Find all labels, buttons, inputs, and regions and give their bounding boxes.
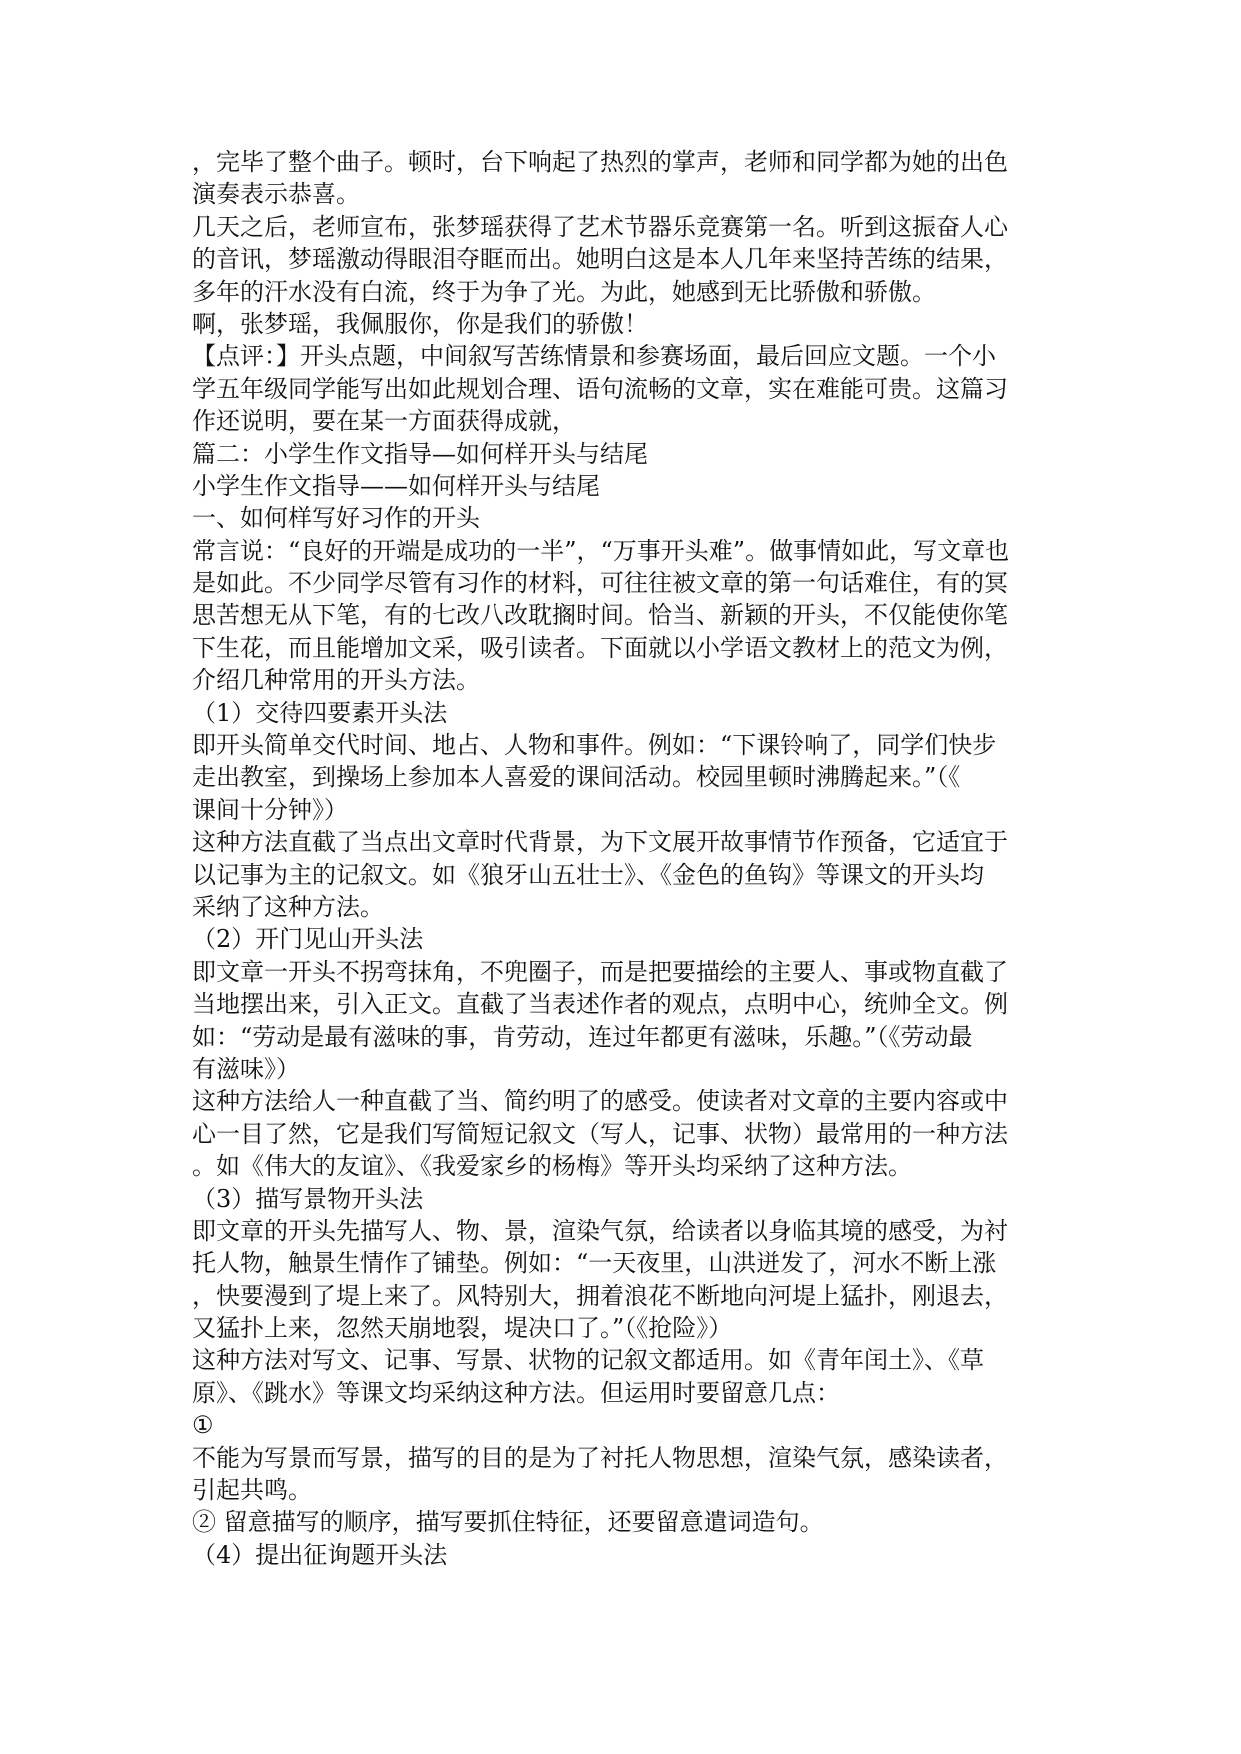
text-line: 思苦想无从下笔，有的七改八改耽搁时间。恰当、新颖的开头，不仅能使你笔 bbox=[192, 601, 1008, 630]
text-line: 课间十分钟》） bbox=[192, 795, 348, 824]
text-line: 常言说：“良好的开端是成功的一半”，“万事开头难”。做事情如此，写文章也 bbox=[192, 536, 1010, 565]
section-heading: 篇二：小学生作文指导—如何样开头与结尾 bbox=[192, 439, 648, 468]
text-line: 托人物，触景生情作了铺垫。例如：“一天夜里，山洪迸发了，河水不断上涨 bbox=[192, 1249, 997, 1278]
text-line: ，快要漫到了堤上来了。风特别大，拥着浪花不断地向河堤上猛扑，刚退去， bbox=[192, 1281, 1008, 1310]
text-line: 不能为写景而写景，描写的目的是为了衬托人物思想，渲染气氛，感染读者， bbox=[192, 1443, 1008, 1472]
subsection-heading: 一、如何样写好习作的开头 bbox=[192, 504, 480, 533]
document-body bbox=[192, 146, 1052, 1571]
text-line: 原》、《跳水》等课文均采纳这种方法。但运用时要留意几点： bbox=[192, 1378, 840, 1407]
text-line: 采纳了这种方法。 bbox=[192, 892, 384, 921]
text-line: 这种方法给人一种直截了当、简约明了的感受。使读者对文章的主要内容或中 bbox=[192, 1087, 1008, 1116]
text-line: 介绍几种常用的开头方法。 bbox=[192, 666, 480, 695]
list-marker: ① bbox=[192, 1411, 214, 1440]
text-line: ，完毕了整个曲子。顿时，台下响起了热烈的掌声，老师和同学都为她的出色 bbox=[192, 148, 1008, 176]
method-heading: （4）提出征询题开头法 bbox=[192, 1540, 448, 1569]
text-line: 即开头简单交代时间、地占、人物和事件。例如：“下课铃响了，同学们快步 bbox=[192, 731, 997, 760]
article-title: 小学生作文指导——如何样开头与结尾 bbox=[192, 471, 600, 500]
text-line: 演奏表示恭喜。 bbox=[192, 180, 360, 209]
text-line: 心一目了然，它是我们写简短记叙文（写人，记事、状物）最常用的一种方法 bbox=[192, 1119, 1008, 1148]
text-line: 多年的汗水没有白流，终于为争了光。为此，她感到无比骄傲和骄傲。 bbox=[192, 277, 936, 306]
text-line: 作还说明，要在某一方面获得成就， bbox=[192, 407, 576, 436]
text-line: 走出教室，到操场上参加本人喜爱的课间活动。校园里顿时沸腾起来。”（《 bbox=[192, 763, 961, 792]
text-line: 即文章一开头不拐弯抹角，不兜圈子，而是把要描绘的主要人、事或物直截了 bbox=[192, 957, 1008, 986]
text-line: 有滋味》） bbox=[192, 1054, 300, 1083]
method-heading: （1）交待四要素开头法 bbox=[192, 698, 448, 727]
text-line: 如：“劳动是最有滋味的事，肯劳动，连过年都更有滋味，乐趣。”（《劳动最 bbox=[192, 1022, 973, 1051]
text-line: 学五年级同学能写出如此规划合理、语句流畅的文章，实在难能可贵。这篇习 bbox=[192, 374, 1008, 403]
method-heading: （2）开门见山开头法 bbox=[192, 925, 424, 954]
text-line: 当地摆出来，引入正文。直截了当表述作者的观点，点明中心，统帅全文。例 bbox=[192, 990, 1008, 1019]
text-line: 这种方法直截了当点出文章时代背景，为下文展开故事情节作预备，它适宜于 bbox=[192, 828, 1008, 857]
comment-line: 【点评：】开头点题，中间叙写苦练情景和参赛场面，最后回应文题。一个小 bbox=[192, 342, 996, 371]
text-line: 。如《伟大的友谊》、《我爱家乡的杨梅》等开头均采纳了这种方法。 bbox=[192, 1152, 912, 1181]
text-line: 几天之后，老师宣布，张梦瑶获得了艺术节器乐竞赛第一名。听到这振奋人心 bbox=[192, 212, 1008, 241]
text-line: 又猛扑上来，忽然天崩地裂，堤决口了。”（《抢险》） bbox=[192, 1314, 733, 1343]
text-line: 即文章的开头先描写人、物、景，渲染气氛，给读者以身临其境的感受，为衬 bbox=[192, 1216, 1008, 1245]
text-line: 这种方法对写文、记事、写景、状物的记叙文都适用。如《青年闰土》、《草 bbox=[192, 1346, 984, 1375]
text-line: 下生花，而且能增加文采，吸引读者。下面就以小学语文教材上的范文为例， bbox=[192, 633, 1008, 662]
method-heading: （3）描写景物开头法 bbox=[192, 1184, 424, 1213]
text-line: 以记事为主的记叙文。如《狼牙山五壮士》、《金色的鱼钩》等课文的开头均 bbox=[192, 860, 984, 889]
text-line: 啊，张梦瑶，我佩服你，你是我们的骄傲！ bbox=[192, 309, 648, 338]
text-line: 的音讯，梦瑶激动得眼泪夺眶而出。她明白这是本人几年来坚持苦练的结果， bbox=[192, 245, 1008, 274]
text-line: 是如此。不少同学尽管有习作的材料，可往往被文章的第一句话难住，有的冥 bbox=[192, 569, 1008, 598]
text-line: 引起共鸣。 bbox=[192, 1476, 312, 1505]
list-item: ② 留意描写的顺序，描写要抓住特征，还要留意遣词造句。 bbox=[192, 1508, 824, 1537]
